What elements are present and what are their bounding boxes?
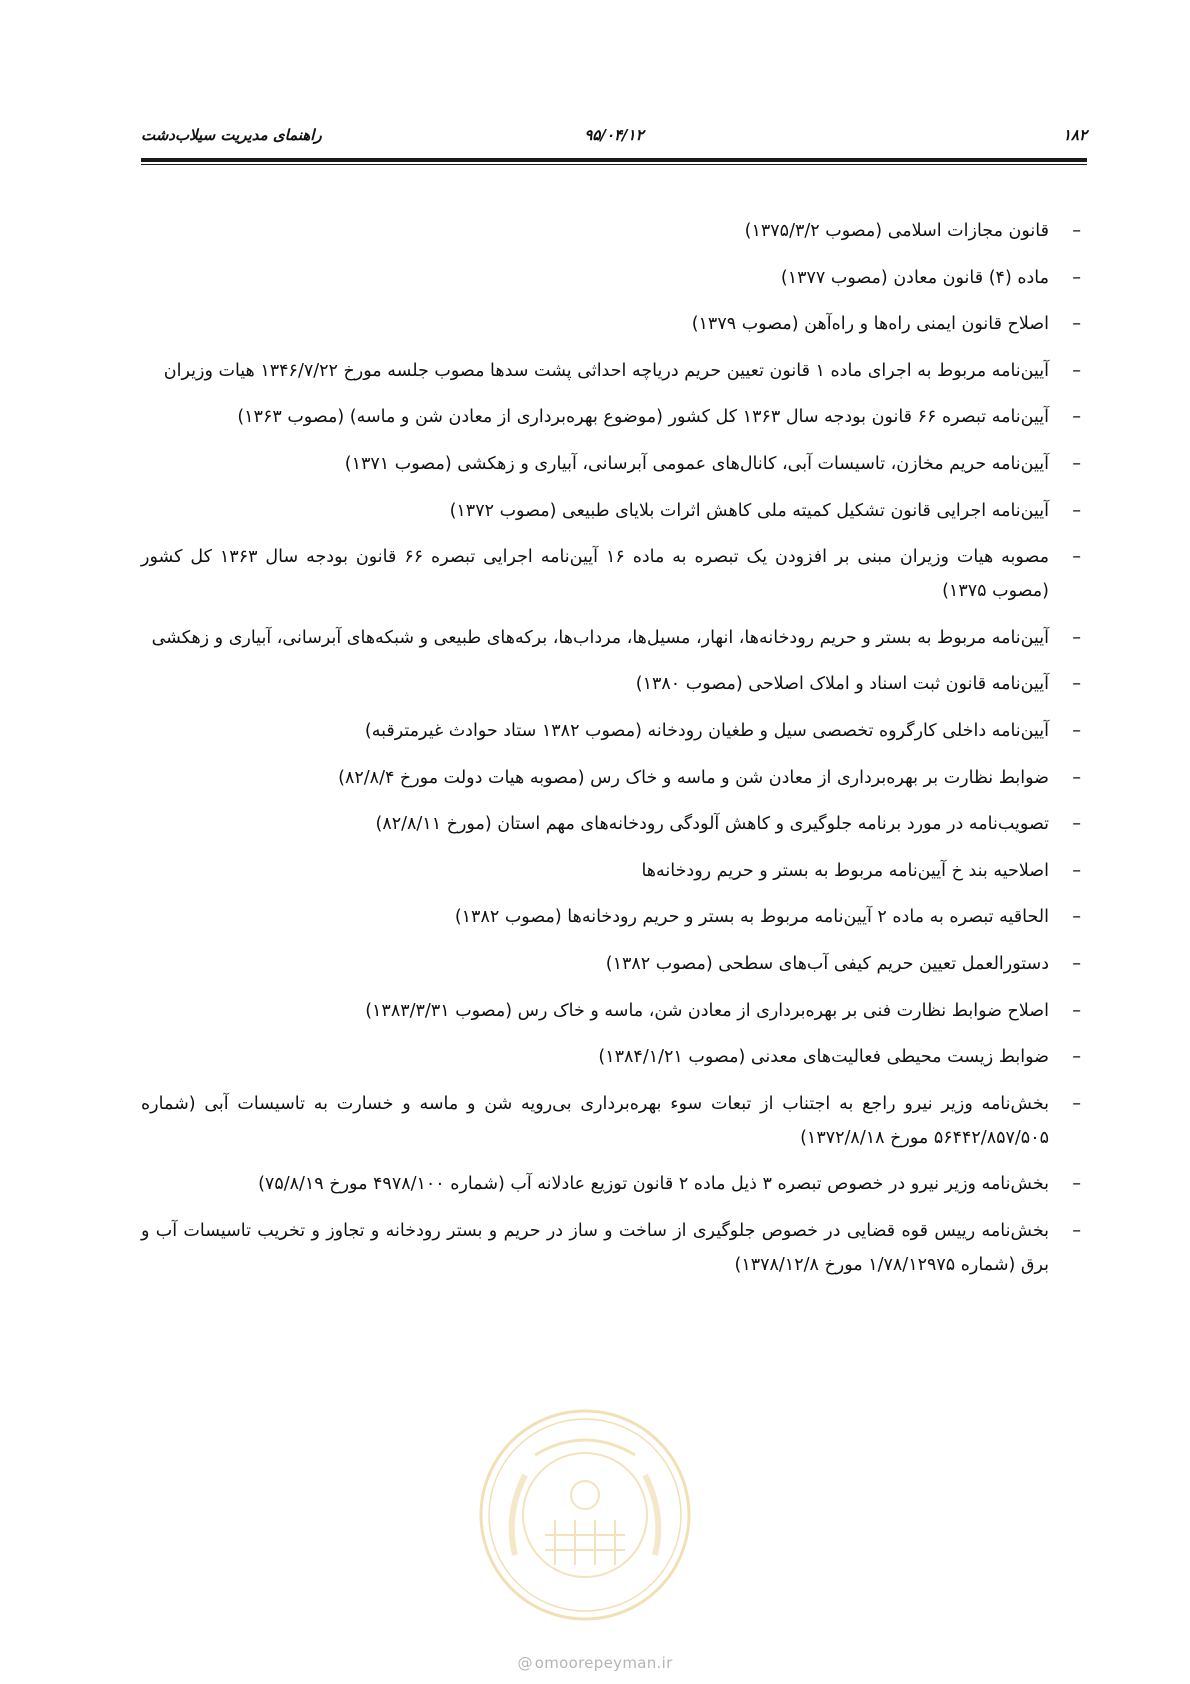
- list-item: – بخش‌نامه وزیر نیرو راجع به اجتناب از تبعات سوء بهره‌برداری بی‌رویه شن و ماسه و خسارت به تاسیسات آبی (شماره ۵۶۴۴۲/۸۵۷/۵۰۵ مورخ ۱۳۷۲/۸/۱۸): [141, 1087, 1087, 1155]
- list-item: – بخش‌نامه وزیر نیرو در خصوص تبصره ۳ ذیل ماده ۲ قانون توزیع عادلانه آب (شماره ۴۹۷۸/۱۰۰ مورخ ۷۵/۸/۱۹): [141, 1167, 1087, 1201]
- book-title: راهنمای مدیریت سیلاب‌دشت: [141, 126, 322, 144]
- list-item: – بخش‌نامه رییس قوه قضایی در خصوص جلوگیری از ساخت و ساز در حریم و بستر رودخانه و تجاوز و تخریب تاسیسات آب و برق (شماره ۱/۷۸/۱۲۹۷۵ مورخ ۱۳۷۸/۱۲/۸): [141, 1214, 1087, 1282]
- list-item: – آیین‌نامه حریم مخازن، تاسیسات آبی، کانال‌های عمومی آبرسانی، آبیاری و زهکشی (مصوب ۱۳۷۱): [141, 447, 1087, 481]
- list-item: – الحاقیه تبصره به ماده ۲ آیین‌نامه مربوط به بستر و حریم رودخانه‌ها (مصوب ۱۳۸۲): [141, 900, 1087, 934]
- list-item: – آیین‌نامه قانون ثبت اسناد و املاک اصلاحی (مصوب ۱۳۸۰): [141, 667, 1087, 701]
- list-item: – دستورالعمل تعیین حریم کیفی آب‌های سطحی (مصوب ۱۳۸۲): [141, 947, 1087, 981]
- list-item: – مصوبه هیات وزیران مبنی بر افزودن یک تبصره به ماده ۱۶ آیین‌نامه اجرایی تبصره ۶۶ قانون بودجه سال ۱۳۶۳ کل کشور (مصوب ۱۳۷۵): [141, 540, 1087, 608]
- list-item: – آیین‌نامه اجرایی قانون تشکیل کمیته ملی کاهش اثرات بلایای طبیعی (مصوب ۱۳۷۲): [141, 494, 1087, 528]
- list-item: – اصلاح ضوابط نظارت فنی بر بهره‌برداری از معادن شن، ماسه و خاک رس (مصوب ۱۳۸۳/۳/۳۱): [141, 994, 1087, 1028]
- list-item: – تصویب‌نامه در مورد برنامه جلوگیری و کاهش آلودگی رودخانه‌های مهم استان (مورخ ۸۲/۸/۱۱): [141, 807, 1087, 841]
- list-item: – آیین‌نامه داخلی کارگروه تخصصی سیل و طغیان رودخانه (مصوب ۱۳۸۲ ستاد حوادث غیرمترقبه): [141, 714, 1087, 748]
- list-item: – اصلاح قانون ایمنی راه‌ها و راه‌آهن (مصوب ۱۳۷۹): [141, 307, 1087, 341]
- list-item: – ضوابط زیست محیطی فعالیت‌های معدنی (مصوب ۱۳۸۴/۱/۲۱): [141, 1040, 1087, 1074]
- page-header: [141, 126, 1087, 150]
- header-rule-thin: [141, 164, 1087, 165]
- at-sign-icon: @: [517, 1654, 533, 1672]
- header-rule-thick: [141, 158, 1087, 162]
- header-date: ۹۵/۰۴/۱۲: [584, 126, 644, 144]
- list-item: – آیین‌نامه مربوط به بستر و حریم رودخانه‌ها، انهار، مسیل‌ها، مرداب‌ها، برکه‌های طبیعی و شبکه‌های آبرسانی، آبیاری و زهکشی: [141, 621, 1087, 655]
- seal-logo-icon: [475, 1405, 695, 1625]
- list-item: – آیین‌نامه تبصره ۶۶ قانون بودجه سال ۱۳۶۳ کل کشور (موضوع بهره‌برداری از معادن شن و ماسه) (مصوب ۱۳۶۳): [141, 400, 1087, 434]
- list-item: – اصلاحیه بند خ آیین‌نامه مربوط به بستر و حریم رودخانه‌ها: [141, 854, 1087, 888]
- page-number: ۱۸۲: [1062, 126, 1087, 144]
- footer-watermark: [0, 1654, 1190, 1672]
- regulations-list: [141, 214, 1087, 1294]
- list-item: – ضوابط نظارت بر بهره‌برداری از معادن شن و ماسه و خاک رس (مصوبه هیات دولت مورخ ۸۲/۸/۴): [141, 761, 1087, 795]
- list-item: – ماده (۴) قانون معادن (مصوب ۱۳۷۷): [141, 261, 1087, 295]
- list-item: – آیین‌نامه مربوط به اجرای ماده ۱ قانون تعیین حریم دریاچه احداثی پشت سدها مصوب جلسه مورخ ۱۳۴۶/۷/۲۲ هیات وزیران: [141, 354, 1087, 388]
- footer-watermark-text: omoorepeyman.ir: [534, 1654, 673, 1672]
- list-item: – قانون مجازات اسلامی (مصوب ۱۳۷۵/۳/۲): [141, 214, 1087, 248]
